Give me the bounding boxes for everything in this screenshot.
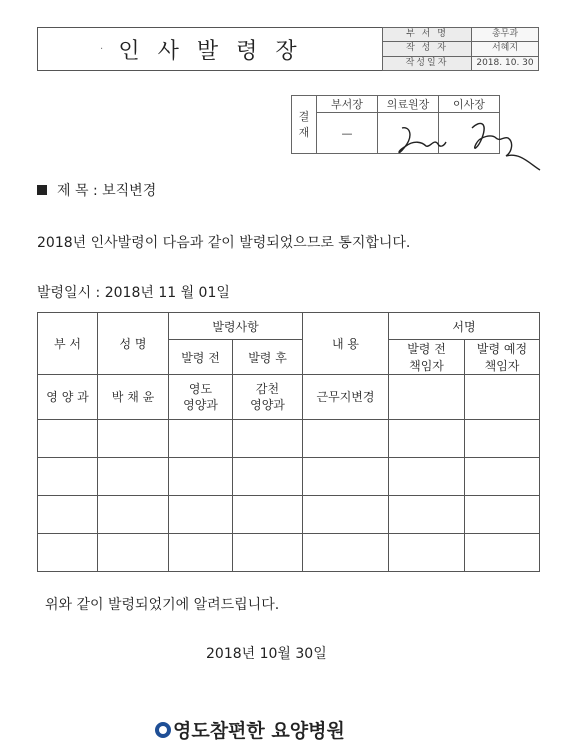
approval-col-dept-head: 부서장 [317, 96, 378, 113]
subject-label: 제 목 : [57, 183, 103, 199]
meta-row [383, 28, 539, 42]
table-row-empty [38, 458, 540, 496]
cell-before-line2: 영양과 [183, 398, 218, 412]
date-label: 발령일시 : [37, 285, 105, 301]
date-line [37, 282, 230, 302]
th-name: 성 명 [98, 313, 169, 375]
th-sign: 서명 [389, 313, 540, 340]
approval-sign-dept-head [317, 113, 378, 154]
hospital-logo-icon [155, 722, 171, 738]
meta-row [383, 42, 539, 56]
th-sign-after [465, 340, 540, 375]
subject-line [37, 180, 156, 200]
cell-name: 박 채 윤 [98, 375, 169, 420]
org-name: 영도참편한 요양병원 [173, 720, 345, 742]
meta-value: 총무과 [472, 28, 539, 42]
th-sign-before-line2: 책임자 [409, 359, 444, 373]
th-before: 발령 전 [169, 340, 233, 375]
cell-dept: 영 양 과 [38, 375, 98, 420]
meta-table [382, 27, 539, 71]
closing-text: 위와 같이 발령되었기에 알려드립니다. [45, 597, 280, 613]
th-sign-after-line1: 발령 예정 [476, 342, 528, 356]
header-dot: · [100, 44, 104, 55]
document-title: 인사발령장 [118, 38, 315, 64]
subject-value: 보직변경 [102, 183, 157, 199]
approval-side-label [292, 96, 317, 154]
approval-col-director: 의료원장 [378, 96, 439, 113]
th-items: 발령사항 [169, 313, 303, 340]
cell-before [169, 375, 233, 420]
th-content: 내 용 [303, 313, 389, 375]
cell-after [233, 375, 303, 420]
meta-label: 작성일자 [383, 56, 472, 70]
cell-content: 근무지변경 [303, 375, 389, 420]
approval-side-label-2: 재 [298, 125, 310, 139]
cell-sign-after [465, 375, 540, 420]
closing-date: 2018년 10월 30일 [206, 646, 327, 662]
th-dept: 부 서 [38, 313, 98, 375]
table-row-empty [38, 496, 540, 534]
footer-org [155, 716, 345, 743]
th-sign-before [389, 340, 465, 375]
cell-sign-before [389, 375, 465, 420]
approval-side-label-1: 결 [298, 109, 310, 123]
appointment-table [37, 312, 540, 572]
th-sign-before-line1: 발령 전 [407, 342, 446, 356]
approval-dash: — [341, 126, 353, 140]
table-row [38, 375, 540, 420]
th-sign-after-line2: 책임자 [484, 359, 520, 373]
table-header-row [38, 313, 540, 340]
meta-value: 서혜지 [472, 42, 539, 56]
meta-label: 작 성 자 [383, 42, 472, 56]
table-row-empty [38, 420, 540, 458]
table-row-empty [38, 534, 540, 572]
meta-row [383, 56, 539, 70]
meta-label: 부 서 명 [383, 28, 472, 42]
date-value: 2018년 11 월 01일 [104, 285, 230, 301]
cell-before-line1: 영도 [188, 382, 213, 396]
intro-text: 2018년 인사발령이 다음과 같이 발령되었으므로 통지합니다. [37, 235, 411, 251]
meta-value: 2018. 10. 30 [472, 56, 539, 70]
approval-col-chairman: 이사장 [439, 96, 500, 113]
handwritten-signatures [380, 108, 550, 178]
cell-after-line2: 영양과 [250, 398, 285, 412]
th-after: 발령 후 [233, 340, 303, 375]
square-bullet-icon [37, 185, 47, 195]
cell-after-line1: 감천 [255, 382, 280, 396]
